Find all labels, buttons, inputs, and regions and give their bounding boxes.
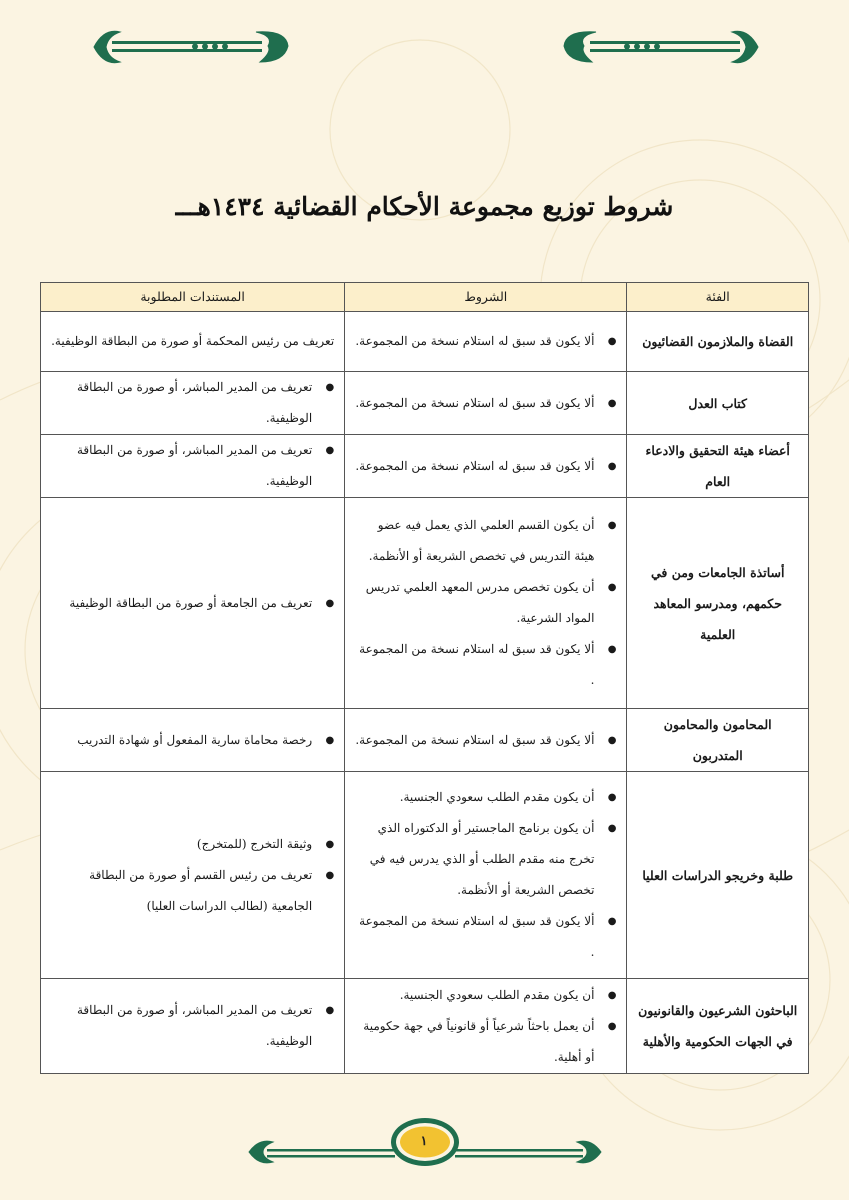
conditions-cell <box>345 312 627 372</box>
condition-item: ● ألا يكون قد سبق له استلام نسخة من المجموعة . <box>355 906 594 968</box>
conditions-cell <box>345 372 627 435</box>
category-cell: المحامون والمحامون المتدربون <box>627 709 809 772</box>
document-item: ● تعريف من المدير المباشر، أو صورة من البطاقة الوظيفية. <box>51 435 312 497</box>
documents-cell <box>41 709 345 772</box>
table-row <box>41 372 809 435</box>
document-item: ● تعريف من المدير المباشر، أو صورة من البطاقة الوظيفية. <box>51 995 312 1057</box>
table-row <box>41 498 809 709</box>
header-documents: المستندات المطلوبة <box>41 283 345 312</box>
condition-item: ● ألا يكون قد سبق له استلام نسخة من المجموعة. <box>355 326 594 357</box>
conditions-cell <box>345 498 627 709</box>
document-item: ● رخصة محاماة سارية المفعول أو شهادة التدريب <box>51 725 312 756</box>
conditions-cell <box>345 979 627 1074</box>
header-category: الفئة <box>627 283 809 312</box>
condition-item: ● أن يكون تخصص مدرس المعهد العلمي تدريس المواد الشرعية. <box>355 572 594 634</box>
distribution-conditions-table <box>40 282 809 1074</box>
document-item: ● تعريف من رئيس القسم أو صورة من البطاقة الجامعية (لطالب الدراسات العليا) <box>51 860 312 922</box>
category-cell: أعضاء هيئة التحقيق والادعاء العام <box>627 435 809 498</box>
condition-item: ● أن يعمل باحثاً شرعياً أو قانونياً في جهة حكومية أو أهلية. <box>355 1011 594 1073</box>
conditions-cell <box>345 772 627 979</box>
table-row <box>41 312 809 372</box>
documents-cell <box>41 772 345 979</box>
document-item: ● تعريف من الجامعة أو صورة من البطاقة الوظيفية <box>51 588 312 619</box>
documents-cell <box>41 979 345 1074</box>
table-row <box>41 435 809 498</box>
condition-item: ● ألا يكون قد سبق له استلام نسخة من المجموعة. <box>355 725 594 756</box>
condition-item: ● ألا يكون قد سبق له استلام نسخة من المجموعة. <box>355 451 594 482</box>
category-cell: طلبة وخريجو الدراسات العليا <box>627 772 809 979</box>
condition-item: ● أن يكون مقدم الطلب سعودي الجنسية. <box>355 782 594 813</box>
documents-cell <box>41 372 345 435</box>
page-number: ١ <box>420 1134 428 1149</box>
category-cell: كتاب العدل <box>627 372 809 435</box>
condition-item: ● ألا يكون قد سبق له استلام نسخة من المجموعة . <box>355 634 594 696</box>
page-title: شروط توزيع مجموعة الأحكام القضائية ١٤٣٤هـــ <box>175 192 674 221</box>
document-item: ● تعريف من المدير المباشر، أو صورة من البطاقة الوظيفية. <box>51 372 312 434</box>
table-row <box>41 979 809 1074</box>
document-item: ● وثيقة التخرج (للمتخرج) <box>51 829 312 860</box>
conditions-cell <box>345 709 627 772</box>
condition-item: ● ألا يكون قد سبق له استلام نسخة من المجموعة. <box>355 388 594 419</box>
table-row <box>41 772 809 979</box>
conditions-cell <box>345 435 627 498</box>
documents-cell <box>41 435 345 498</box>
header-conditions: الشروط <box>345 283 627 312</box>
condition-item: ● أن يكون برنامج الماجستير أو الدكتوراه الذي تخرج منه مقدم الطلب أو الذي يدرس فيه في تخصص الشريعة أو الأنظمة. <box>355 813 594 906</box>
top-left-ornament <box>90 22 290 68</box>
condition-item: ● أن يكون مقدم الطلب سعودي الجنسية. <box>355 980 594 1011</box>
condition-item: ● أن يكون القسم العلمي الذي يعمل فيه عضو هيئة التدريس في تخصص الشريعة أو الأنظمة. <box>355 510 594 572</box>
table-row <box>41 709 809 772</box>
category-cell: أساتذة الجامعات ومن في حكمهم، ومدرسو المعاهد العلمية <box>627 498 809 709</box>
top-right-ornament <box>562 22 762 68</box>
category-cell: القضاة والملازمون القضائيون <box>627 312 809 372</box>
documents-cell: تعريف من رئيس المحكمة أو صورة من البطاقة الوظيفية. <box>41 312 345 372</box>
category-cell: الباحثون الشرعيون والقانونيون في الجهات الحكومية والأهلية <box>627 979 809 1074</box>
documents-cell <box>41 498 345 709</box>
table-header-row <box>41 283 809 312</box>
